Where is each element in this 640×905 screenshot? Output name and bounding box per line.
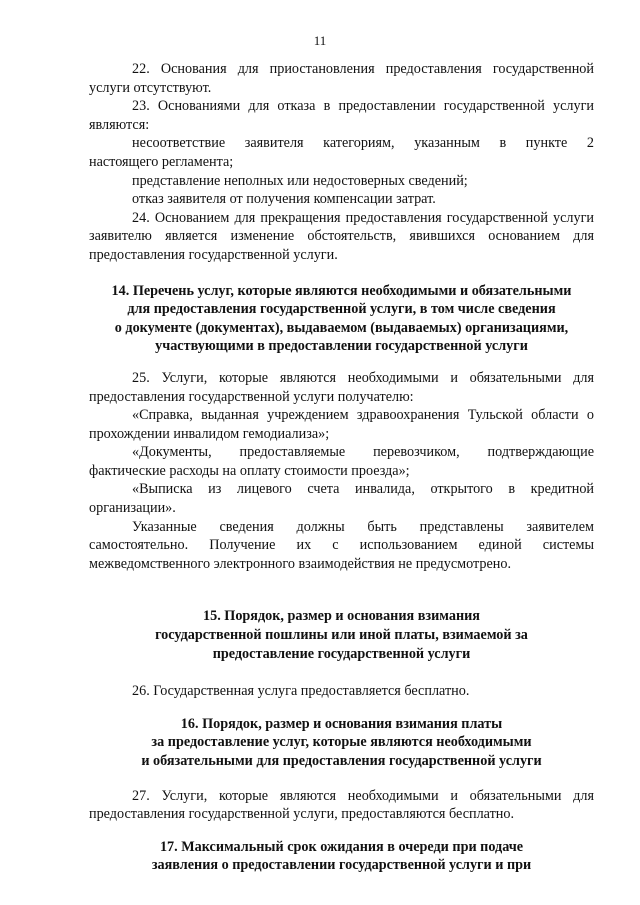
paragraph-25: 25. Услуги, которые являются необходимыми и обязательными для предоставления государственной услуги получателю:: [89, 369, 594, 405]
section-heading-line: за предоставление услуг, которые являются необходимыми: [151, 734, 532, 751]
document-body: [89, 60, 594, 875]
paragraph-24: 24. Основанием для прекращения предоставления государственной услуги заявителю является изменение обстоятельств, явившихся основанием для предоставления государственной услуги.: [89, 209, 594, 263]
paragraph-23b: представление неполных или недостоверных сведений;: [132, 172, 468, 189]
paragraph-25c: «Выписка из лицевого счета инвалида, открытого в кредитной организации».: [89, 481, 594, 517]
paragraph-23a-line2: настоящего регламента;: [89, 153, 234, 170]
section-14-heading: [89, 282, 594, 356]
paragraph-25d: Указанные сведения должны быть представлены заявителем самостоятельно. Получение их с использованием единой системы межведомственного электронного взаимодействия не предусмотрено.: [89, 518, 594, 572]
section-heading-line: 16. Порядок, размер и основания взимания платы: [180, 715, 503, 732]
paragraph-22: 22. Основания для приостановления предоставления государственной услуги отсутствуют.: [89, 61, 594, 96]
section-heading-line: 15. Порядок, размер и основания взимания: [203, 608, 480, 625]
section-heading-line: и обязательными для предоставления государственной услуги: [141, 753, 542, 769]
paragraph-23c: отказ заявителя от получения компенсации затрат.: [132, 191, 436, 208]
section-17-heading: [89, 838, 594, 875]
page-number: 11: [313, 33, 327, 48]
section-heading-line: о документе (документах), выдаваемом (выдаваемых) организациями,: [114, 319, 569, 336]
section-heading-line: 14. Перечень услуг, которые являются необходимыми и обязательными: [111, 282, 572, 299]
section-16-heading: [89, 715, 594, 771]
paragraph-23: 23. Основаниями для отказа в предоставлении государственной услуги являются:: [89, 98, 594, 133]
paragraph-25a: «Справка, выданная учреждением здравоохранения Тульской области о прохождении инвалидом гемодиализа»;: [89, 407, 594, 442]
paragraph-27: 27. Услуги, которые являются необходимыми и обязательными для предоставления государственной услуги, предоставляются бесплатно.: [89, 787, 594, 823]
section-heading-line: участвующими в предоставлении государственной услуги: [155, 338, 528, 355]
section-15-heading: [89, 607, 594, 663]
section-heading-line: для предоставления государственной услуги, в том числе сведения: [127, 301, 556, 318]
paragraph-25b: «Документы, предоставляемые перевозчиком, подтверждающие фактические расходы на оплату стоимости проезда»;: [89, 444, 594, 479]
section-heading-line: 17. Максимальный срок ожидания в очереди при подаче: [159, 838, 524, 855]
paragraph-26: 26. Государственная услуга предоставляется бесплатно.: [132, 683, 470, 700]
paragraph-23a-line1: несоответствие заявителя категориям, указанным в пункте 2: [132, 135, 594, 152]
section-heading-line: заявления о предоставлении государственной услуги и при: [151, 857, 532, 874]
section-heading-line: государственной пошлины или иной платы, взимаемой за: [155, 627, 528, 644]
section-heading-line: предоставление государственной услуги: [212, 645, 471, 662]
